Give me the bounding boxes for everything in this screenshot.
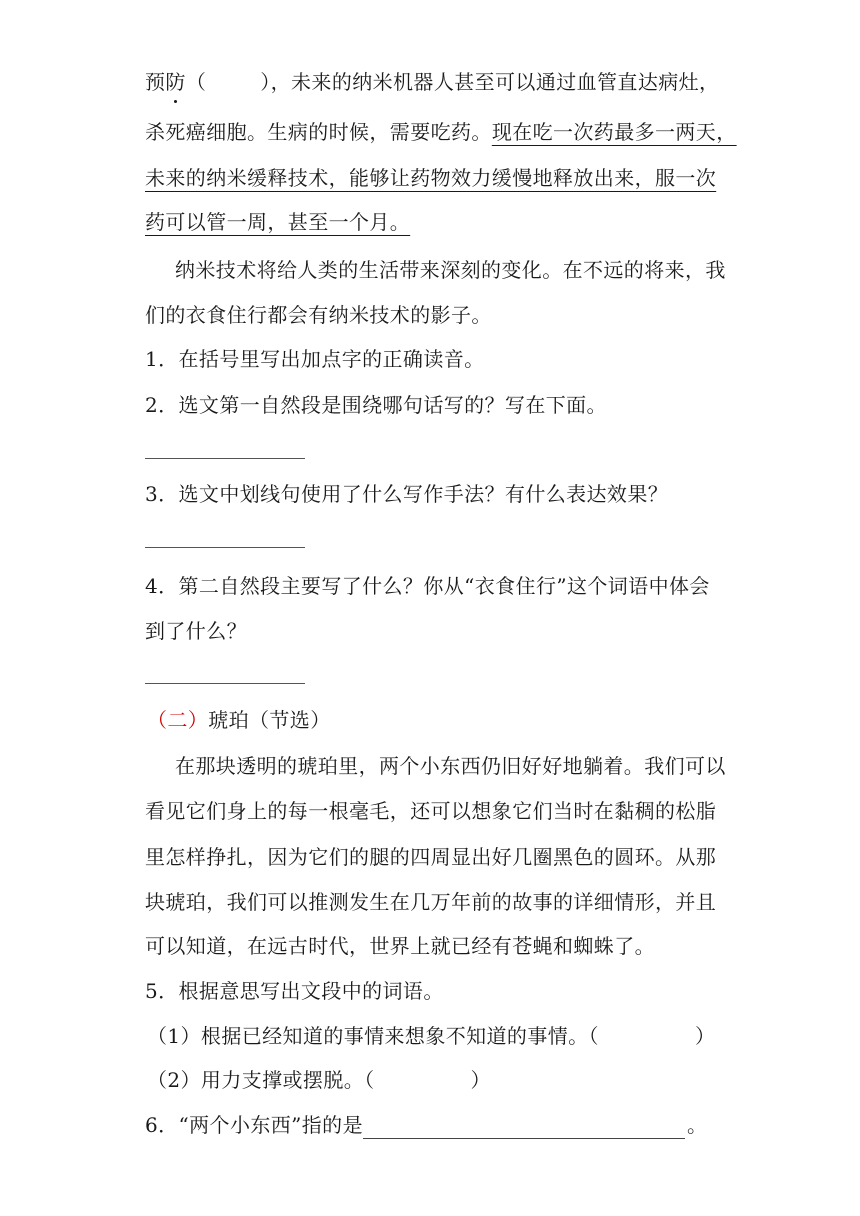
question-3: 3．选文中划线句使用了什么写作手法？有什么表达效果？: [145, 482, 669, 506]
para1-line2: [145, 118, 737, 146]
para1-text: 杀死癌细胞。生病的时候，需要吃药。: [145, 120, 492, 144]
section-number: （二）: [147, 708, 209, 732]
paren-close: ）: [694, 1024, 716, 1048]
paren-close: ）: [470, 1068, 491, 1092]
dotted-character: 防: [165, 70, 186, 94]
question-4-line2: 到了什么？: [145, 619, 247, 643]
paren-open: （: [185, 70, 207, 94]
section-2-heading: [147, 706, 331, 734]
question-6: [145, 1111, 707, 1139]
question-2: 2．选文第一自然段是围绕哪句话写的？写在下面。: [145, 393, 607, 417]
question-5-1: [147, 1022, 715, 1050]
question-5-2: [147, 1066, 491, 1094]
underlined-sentence: 未来的纳米缓释技术，能够让药物效力缓慢地释放出来，服一次: [145, 166, 717, 190]
period: 。: [686, 1113, 708, 1137]
question-5-1-text: （1）根据已经知道的事情来想象不知道的事情。（: [147, 1024, 599, 1048]
passage2-line2: 看见它们身上的每一根毫毛，还可以想象它们当时在黏稠的松脂: [145, 799, 717, 823]
question-5-2-text: （2）用力支撑或摆脱。（: [147, 1068, 375, 1092]
para1-line1: [145, 68, 719, 96]
para1-line3: [145, 164, 716, 192]
question-5: 5．根据意思写出文段中的词语。: [145, 979, 444, 1003]
passage2-line4: 块琥珀，我们可以推测发生在几万年前的故事的详细情形，并且: [145, 890, 717, 914]
question-1: 1．在括号里写出加点字的正确读音。: [145, 347, 485, 371]
passage2-line1: 在那块透明的琥珀里，两个小东西仍旧好好地躺着。我们可以: [175, 754, 726, 778]
para2-line1: 纳米技术将给人类的生活带来深刻的变化。在不远的将来，我: [175, 258, 726, 282]
passage2-line3: 里怎样挣扎，因为它们的腿的四周显出好几圈黑色的圆环。从那: [145, 845, 717, 869]
answer-line-q6[interactable]: [363, 1118, 685, 1139]
underlined-sentence: 现在吃一次药最多一两天，: [491, 120, 737, 144]
section-title: 琥珀（节选）: [208, 708, 331, 732]
underlined-sentence: 药可以管一周，甚至一个月。: [145, 210, 411, 234]
passage2-line5: 可以知道，在远古时代，世界上就已经有苍蝇和蜘蛛了。: [145, 934, 655, 958]
para2-line2: 们的衣食住行都会有纳米技术的影子。: [145, 303, 492, 327]
paren-close: ），: [260, 70, 292, 94]
answer-line-q3[interactable]: [145, 547, 305, 548]
answer-line-q4[interactable]: [145, 683, 305, 684]
question-6-text: 6．“两个小东西”指的是: [145, 1113, 363, 1137]
para1-text: 未来的纳米机器人甚至可以通过血管直达病灶，: [291, 70, 720, 94]
para1-text: 预: [145, 70, 166, 94]
question-4-line1: 4．第二自然段主要写了什么？你从“衣食住行”这个词语中体会: [145, 574, 710, 598]
answer-line-q2[interactable]: [145, 458, 305, 459]
para1-line4: [145, 208, 410, 236]
